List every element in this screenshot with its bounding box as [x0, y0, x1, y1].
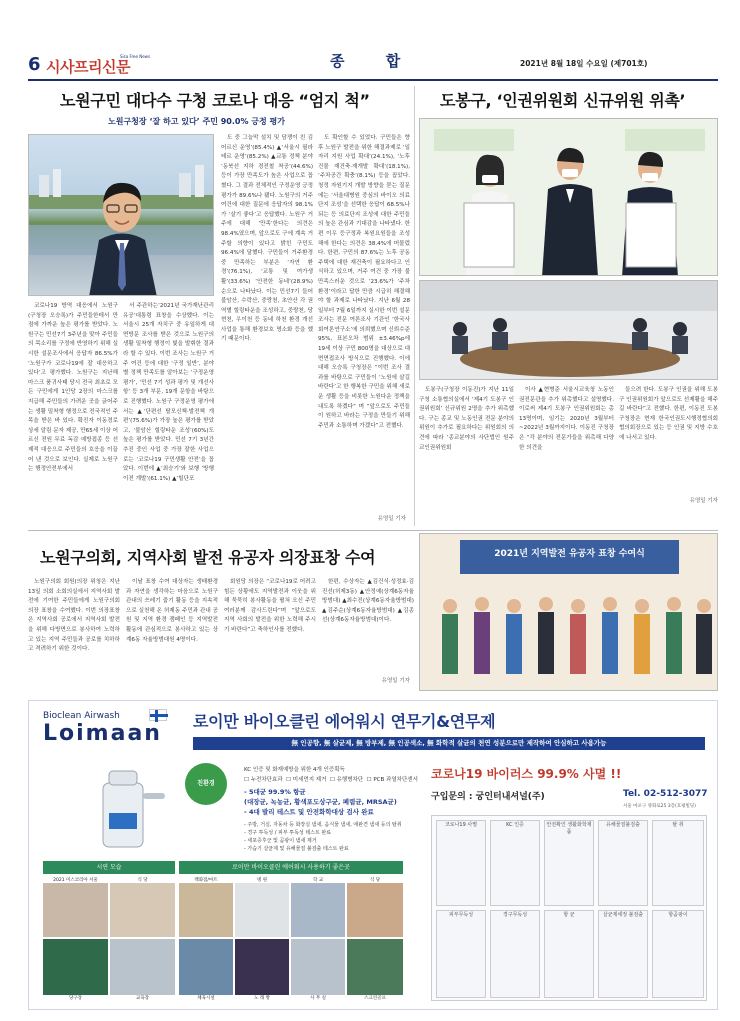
cert-cell: 코로나19 사멸 — [436, 820, 486, 906]
article2-meeting-photo — [419, 280, 718, 380]
demo-photo: 식 당 — [110, 877, 175, 937]
cert-item: ☐ 누전차단효과 — [244, 777, 283, 783]
ad-bullets — [244, 787, 454, 817]
use-grid — [179, 877, 403, 1003]
article1-byline: 유영일 기자 — [377, 516, 406, 522]
use-photo: 사 무 실 — [291, 939, 345, 1001]
cert-item: ☐ 유행병차단 — [329, 777, 364, 783]
ad-small-bullet: - 주방, 거실, 자동차 등 화장실 냄새, 음식물 냄새, 애완견 냄새 등의 탈취 — [244, 822, 402, 828]
cert-item: ☐ PCB 과열차단센서 — [366, 777, 418, 783]
meeting-illustration — [420, 281, 718, 380]
article2-body-col1: 도봉구(구청장 이동진)가 지난 11일 구청 소통협의실에서 ‘제4기 도봉구 인권위원회’ 신규위원 2명을 추가 위촉했다. 구는 종교 및 노동인권 전문 분야의 위원이 추가로 필요하다는 위원회의 의견에 따라 ‘종교분야의 사단법인 원주교인권위원회 — [419, 387, 514, 451]
article1-body-col2: 서 주관하는‘2021년 국가재난관리유공’대통령 표창을 수상했다. 이는 서울시 25개 자치구 중 유일하게 대면방문 조사를 받은 것으로 노원구의 생활 밀착형 행정이 빛을 발휘한 결과라 할 수 있다. 이번 조사는 노원구 거주 여건 등에 대한 ‘구정 일반’, 분야별 정책 만족도를 알아보는 ‘구정운영평가’, ‘민선 7기 성과 평가 및 개선사항’ 등 3개 부문, 19개 문항을 바탕으로 진행했다. 노원구 구정운영 평가에서는 ▲‘단편선 탈모신책·발전책 개편’(75.6%)가 가장 높은 평가를 받았고, ‘불암산 힐링타운 조성’(60%)도 높은 평가를 받았다. 민선 7기 3년간 추진 중인 사업 중 가장 잘한 사업으로는 ‘코로나19 구민생활 안전’을 꼽았다. 이번에 ▲‘최승기’와 보행 ‘방행 이전 개발’(61.1%) ▲‘힐단포 — [123, 303, 214, 482]
appointment-illustration — [420, 119, 718, 276]
article2-byline: 유영일 기자 — [689, 498, 718, 504]
ad-headline: 로이만 바이오클린 에어워시 연무기&연무제 — [193, 712, 496, 731]
ad-cert-line: KC 인증 및 화재예방을 위한 4개 인증획득 — [244, 767, 345, 773]
use-photo: 백화점/마트 — [179, 877, 233, 937]
use-photo: 병 원 — [235, 877, 289, 937]
article2-title: 도봉구, ‘인권위원회 신규위원 위촉’ — [440, 91, 686, 110]
demo-photo: 당구장 — [43, 939, 108, 1001]
ad-product-image — [89, 763, 169, 859]
ad-virus-claim: 코로나19 바이러스 99.9% 사멸 !! — [431, 767, 622, 781]
section-title: 종 합 — [330, 52, 419, 70]
ad-phone: Tel. 02-512-3077 — [623, 789, 708, 799]
article3-body-col4: 한편, 수상자는 ▲김건식·성정효·김진선(허제3동) ▲안정예(상계6동자율방범대) ▲최수진(상계6동자율방범대) ▲김주순(상계6동자율방범대) ▲김종선(상계6동자율방범대)이다. — [322, 579, 414, 624]
demo-photo: 2021 미스코리아 서울 — [43, 877, 108, 937]
portrait-illustration — [29, 135, 214, 296]
ad-use-title: 로이만 바이오클린 에어워시 사용하기 좋은곳 — [179, 861, 403, 874]
advertisement — [28, 700, 718, 1010]
ad-subhead: 無 인공향, 無 살균제, 無 방부제, 無 인공색소, 無 화학적 살균의 천연 성분으로만 제작하여 안심하고 사용가능 — [193, 737, 705, 750]
use-photo: 스크린골프 — [347, 939, 403, 1001]
ad-small-bullet: - 세포증후군 및 곰팡이 냄새 제거 — [244, 838, 317, 844]
article3-body-col2: 이날 표창 수여 대상자는 생태환경과 자연을 생각하는 마음으로 노원구 관내의 쓰레기 줍기 활동 등을 지속적으로 실천해 온 허제동 주민과 관내 공원 및 지역 환경 캠페인 등 지역발전 활동에 관심적으로 봉사하고 있는 상계6동 자율방범대원 4명이다. — [126, 579, 218, 643]
article1-body-col1: 코로나19 방역 대응에서 노원구(구청장 오승록)가 주민들한테서 만점에 가까운 높은 평가를 받았다. 노원구는 민선7기 3주년을 맞아 주민들의 목소리를 구정에 반영하기 위해 실시한 설문조사에서 응답자 86.5%가 ‘노원구가 코로나19에 잘 대응하고 있다’고 평가했다. 노원구는 지난해 마스크 품귀사태 당시 전국 최초로 모든 구민에게 1인당 2장의 마스크를 지급해 주민들의 가려운 곳을 긁어주는 생활 밀착형 행정으로 전국적인 주목을 받은 바 있다. 확진자 이동경로 상세 알림 문자 제공, 만65세 이상 어르신 전원 무료 독감 예방접종 등 선제적 대응으로 주민들의 호응을 이끌어 낸 것으로 보인다. 실제로 노원구는 행정안전부에서 — [28, 303, 118, 473]
header-rule — [28, 79, 718, 81]
ad-small-bullets — [244, 821, 454, 853]
ad-cert-items — [244, 775, 454, 783]
cert-cell: 탈 취 — [652, 820, 704, 906]
cert-cell: 안전확인 생활화학제품 — [544, 820, 594, 906]
use-photo: 학 교 — [291, 877, 345, 937]
newspaper-logo-en: Sisa Free News — [120, 54, 151, 59]
section-rule — [28, 530, 718, 531]
article3-body-col3: 회원당 의장은 “코로나19로 어려고 힘든 상황에도 지역발전과 이웃을 위해 묵묵히 봉사활동을 펼쳐 오신 주민 여러분께 감사드린다”며 “앞으로도 지역 사회의 발전을 위한 노력해 주시기 바란다”고 축하인사를 전했다. — [224, 579, 316, 633]
article1-body-col3: 도 중 그늘막 설치 및 담쟁이 친 김어르신 운영’(85.4%) ▲‘서울시 필라테르 운영’(85.2%) ▲교통 정책 분야 ‘동북선 지하 경전철 착공’(44.6%) 등이 가장 만족도가 높은 사업으로 꼽혔다. 그 결과 전체적인 구정운영 긍정 평가가 89.6%나 됐다. 노원구의 거주 여건에 대한 질문에 응답자의 98.1%가 ‘살기 좋다’고 응답했다. 노원구 거주에 대해 ‘만족’한다는 의견은 98.4%였으며, 앞으로도 구에 계속 거주할 의향이 있다고 밝힌 구민도 96.4%에 달했다. 구민들이 거주환경 중 만족하는 부분은 ‘자연 환경’(76.1%), ‘교통 및 여가생활’(33.6%) ‘안전한 동네’(28.9%) 순으로 나타났다. 이는 민선7기 들어 불암산, 수락산, 중랑천, 초안산 각 권역별 힐링타운을 조성하고, 중랑천, 당현천, 우이천 등 동네 하천 환경 개선 사업을 통해 환경보호 명소화 등을 했기 때문이다. — [221, 135, 313, 343]
ad-small-bullet: - 가습기 살균제 및 유해물질 불검출 테스트 완료 — [244, 846, 349, 852]
eco-badge: 친환경 — [185, 763, 227, 805]
ad-bullet: - 4대 발리 테스트 및 안전화학대상 검사 완료 — [244, 808, 374, 816]
cert-cell: 항 균 — [544, 910, 594, 998]
ad-brand-en: Bioclean Airwash — [43, 711, 120, 721]
cert-cell: 경구무독성 — [490, 910, 540, 998]
use-photo: 체육시설 — [179, 939, 233, 1001]
ad-bullet: - 5대균 99.9% 항균 — [244, 788, 306, 796]
ad-small-bullet: - 경구 투독성 / 피부 투독성 테스트 완료 — [244, 830, 332, 836]
cert-cell: 항곰팡이 — [652, 910, 704, 998]
cert-cell: 유해물질불검출 — [598, 820, 648, 906]
cert-cell: 피부무독성 — [436, 910, 486, 998]
finnish-flag-icon — [149, 709, 167, 721]
use-photo: 식 당 — [347, 877, 403, 937]
newspaper-logo: 시사프리신문 — [46, 58, 130, 76]
ad-bullet: (대장균, 녹농균, 황색포도상구균, 폐렴균, MRSA균) — [244, 798, 397, 806]
article3-photo — [419, 533, 718, 691]
article2-body-col2: 이사 ▲현병준 서울시교육청 노동인권전문관을 추가 위촉했다고 설명했다. 이로써 제4기 도봉구 인권위원회는 총 13명이며, 임기는 2020년 3월부터~2022년 3월까지이다. 이동진 구청장은 “각 분야의 전문가들을 위촉해 다양한 의견을 — [519, 387, 614, 451]
article1-subtitle: 노원구청장 ‘잘 하고 있다’ 주민 90.0% 긍정 평가 — [108, 117, 285, 126]
ad-brand-name: Loimaan — [43, 721, 162, 746]
column-divider — [414, 86, 415, 526]
ad-demo-title: 시연 모습 — [43, 861, 175, 874]
article2-body-col3: 들으려 한다. 도봉구 인권을 위해 도봉구 인권위원회가 앞으로도 선제활을 해주길 바란다”고 전했다. 한편, 이동진 도봉구청장은 현재 한국인권도시행정협의회 협의회장으로 있는 등 인권 및 지방 수호에 나서고 있다. — [619, 387, 718, 441]
ceremony-banner: 2021년 지역발전 유공자 표창 수여식 — [494, 549, 645, 559]
demo-grid — [43, 877, 175, 1003]
demo-photo: 교육장 — [110, 939, 175, 1001]
cert-cell: KC 인증 — [490, 820, 540, 906]
page-number: 6 — [28, 54, 41, 75]
article3-title: 노원구의회, 지역사회 발전 유공자 의장표창 수여 — [40, 548, 376, 567]
article3-body-col1: 노원구의회 회원(의장 위청은 지난 13일 의회 소회의실에서 지역사회 발전에 기여한 주민들에게 노원구의회 의장 표창을 수여했다. 이번 의장표창은 지역사회 공로에서 지역사회 발전을 위해 다방면으로 봉사하여 노력하고 있는 지역 주민들과 공로를 치하하고 격려하기 위한 것이다. — [28, 579, 120, 653]
cert-item: ☐ 미세먼지 제거 — [286, 777, 327, 783]
article1-body-col4: 도 확인할 수 있었다. 구민들은 향후 노원구 발전을 위한 해결과제로 ‘일자리 지원 사업 확대’(24.1%), ‘노후 건물 재건축·재개발 확대’(18.1%), ‘주차공간 확충’(8.1%) 등을 꼽았다. 청정 자원기지 개발 방향을 묻는 질문에는 ‘서울대병원 중심의 바이오 의료단지 조성’을 선택한 응답이 68.5%나 되는 등 의료단지 조성에 대한 주민들의 높은 관심과 기대감을 나타냈다. 한편 이우 등구정과 복원요원들을 조성해에 한다는 의견은 38.4%에 머물렀다. 한편, 구민의 87.6%는 노후 공동주택에 대한 재건축이 필요하다고 인식하고 있으며, 거주 여건 중 가장 불만족스러운 것으로 ‘23.6%가 ‘주차 환경’이라고 답한 만큼 시급히 해결해야 할 과제로 나타났다. 지난 6월 28일부터 7월 6일까지 실시한 이번 설문조사는 전문 여론조사 기관인 ‘한국사회여론연구소’에 의뢰했으며 신뢰수준 95%, 표본오차 범위 ±3.46%p에 19세 이상 구민 800명을 대상으로 대면면접조사 방식으로 진행했다. 이에 대해 오승록 구청장은 “이번 조사 결과를 바탕으로 구민들이 ‘노원에 살길 바란다’고 한 행복한 구민을 위해 새로 운 생활 등을 비롯한 노원다운 정책을 내도록 하겠다” 며 “앞으로도 주민들이 원하고 바라는 구정을 만들기 위해 주민과 소통하며 가겠다”고 전했다. — [318, 135, 410, 429]
ad-contact: 구입문의 : 궁인터내셔널(주) — [431, 792, 545, 802]
issue-date: 2021년 8월 18일 수요일 (제701호) — [520, 59, 648, 68]
cert-cell: 살균제세정 불검출 — [598, 910, 648, 998]
fogger-icon — [89, 763, 169, 859]
ad-address: 서울 마포구 양화로25 3층(호평빌딩) — [623, 804, 696, 809]
article3-byline: 유영일 기자 — [381, 678, 410, 684]
article2-photo — [419, 118, 718, 276]
article1-photo — [28, 134, 214, 296]
cert-grid — [431, 815, 707, 1001]
article1-title: 노원구민 대다수 구청 코로나 대응 “엄지 척” — [60, 91, 370, 110]
use-photo: 노 래 방 — [235, 939, 289, 1001]
